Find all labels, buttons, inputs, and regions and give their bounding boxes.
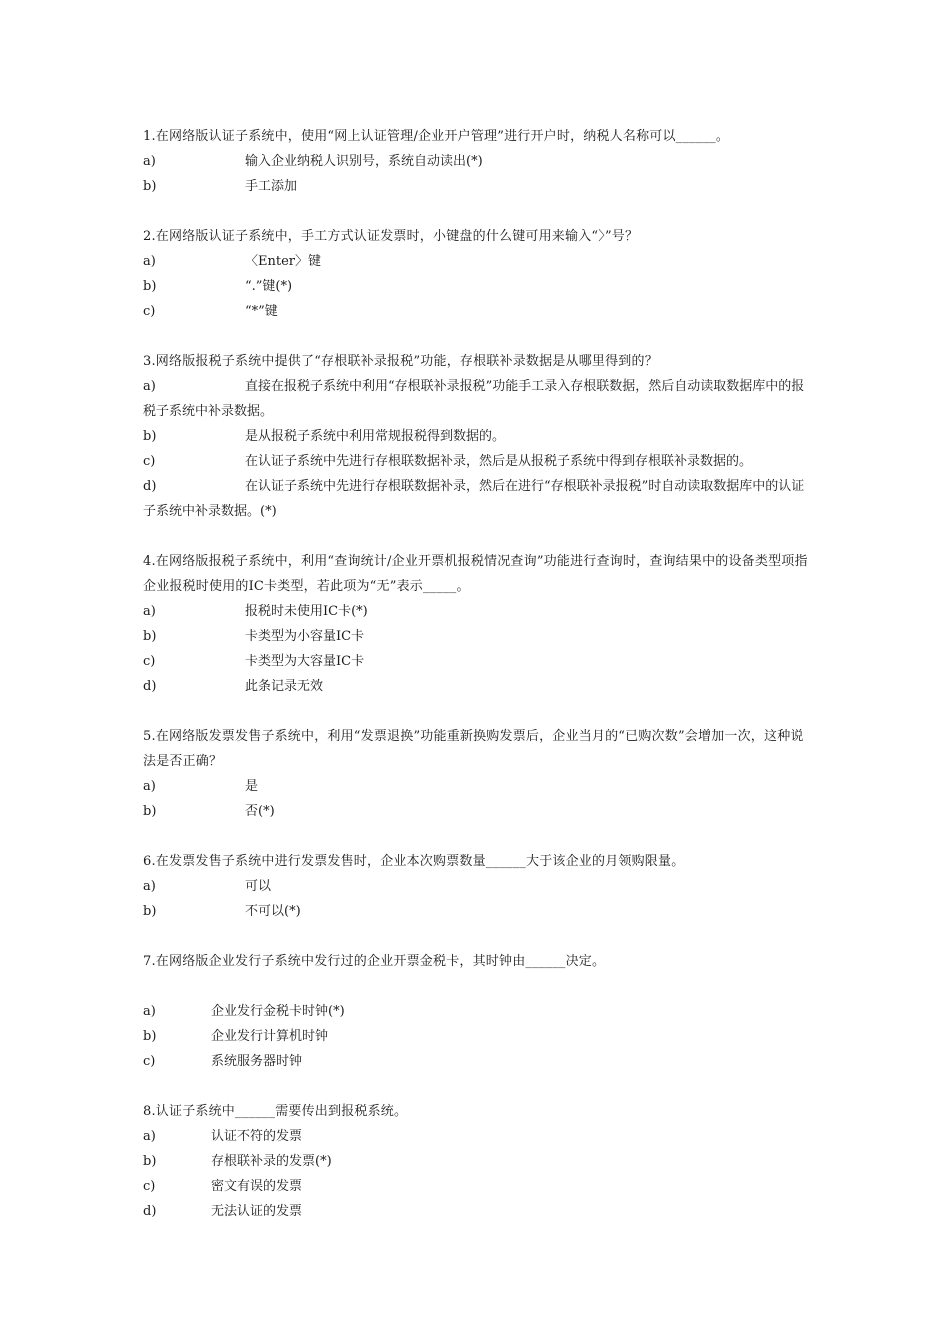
option-label: b) (143, 1029, 157, 1044)
option-text: 认证不符的发票 (211, 1129, 303, 1144)
option-a (143, 599, 815, 624)
question-text: 6.在发票发售子系统中进行发票发售时，企业本次购票数量______大于该企业的月领购限量。 (143, 854, 685, 869)
option-label: a) (143, 604, 156, 619)
option-a (143, 1124, 815, 1149)
question-3 (143, 349, 815, 524)
option-a (143, 774, 815, 799)
option-d (143, 474, 815, 524)
option-text: 可以 (245, 879, 272, 894)
option-c (143, 649, 815, 674)
question-text: 3.网络版报税子系统中提供了“存根联补录报税”功能，存根联补录数据是从哪里得到的？ (143, 354, 658, 369)
option-a (143, 249, 815, 274)
option-label: b) (143, 429, 157, 444)
option-a (143, 874, 815, 899)
option-label: b) (143, 904, 157, 919)
option-text: “.”键(*) (245, 279, 293, 294)
option-b (143, 424, 815, 449)
option-text: 手工添加 (245, 179, 298, 194)
question-6 (143, 849, 815, 924)
option-text: 无法认证的发票 (211, 1204, 303, 1219)
option-label: a) (143, 154, 156, 169)
option-label: c) (143, 654, 156, 669)
question-4 (143, 549, 815, 699)
question-text: 4.在网络版报税子系统中，利用“查询统计/企业开票机报税情况查询”功能进行查询时，查询结果中的设备类型项指企业报税时使用的IC卡类型，若此项为“无”表示_____。 (143, 554, 808, 594)
option-label: c) (143, 1054, 156, 1069)
option-text: 卡类型为大容量IC卡 (245, 654, 365, 669)
option-c (143, 449, 815, 474)
question-2 (143, 224, 815, 324)
option-c (143, 299, 815, 324)
option-label: a) (143, 879, 156, 894)
option-text: 系统服务器时钟 (211, 1054, 303, 1069)
option-b (143, 799, 815, 824)
option-text: 否(*) (245, 804, 275, 819)
option-label: b) (143, 1154, 157, 1169)
option-text: 输入企业纳税人识别号，系统自动读出(*) (245, 154, 483, 169)
option-text: 卡类型为小容量IC卡 (245, 629, 365, 644)
option-a (143, 999, 815, 1024)
option-text: 不可以(*) (245, 904, 301, 919)
question-7 (143, 949, 815, 1074)
option-label: a) (143, 1129, 156, 1144)
blank-line (143, 974, 815, 999)
option-b (143, 1024, 815, 1049)
question-1 (143, 124, 815, 199)
document-body (143, 124, 815, 1249)
option-text: 企业发行计算机时钟 (211, 1029, 329, 1044)
question-text: 5.在网络版发票发售子系统中，利用“发票退换”功能重新换购发票后，企业当月的“已购次数”会增加一次，这种说法是否正确？ (143, 729, 804, 769)
option-label: c) (143, 1179, 156, 1194)
option-b (143, 1149, 815, 1174)
question-text: 7.在网络版企业发行子系统中发行过的企业开票金税卡，其时钟由______决定。 (143, 954, 606, 969)
option-text: 是从报税子系统中利用常规报税得到数据的。 (245, 429, 506, 444)
option-label: d) (143, 1204, 157, 1219)
option-text: 报税时未使用IC卡(*) (245, 604, 368, 619)
option-b (143, 174, 815, 199)
question-text: 1.在网络版认证子系统中，使用“网上认证管理/企业开户管理”进行开户时，纳税人名称可以______。 (143, 129, 730, 144)
option-text: 〈Enter〉键 (245, 254, 321, 269)
option-text: 在认证子系统中先进行存根联数据补录，然后是从报税子系统中得到存根联补录数据的。 (245, 454, 753, 469)
option-text: 存根联补录的发票(*) (211, 1154, 332, 1169)
option-c (143, 1049, 815, 1074)
option-text: 此条记录无效 (245, 679, 324, 694)
option-d (143, 674, 815, 699)
option-label: b) (143, 629, 157, 644)
option-label: a) (143, 254, 156, 269)
option-text: 企业发行金税卡时钟(*) (211, 1004, 345, 1019)
option-b (143, 274, 815, 299)
option-b (143, 624, 815, 649)
option-label: b) (143, 279, 157, 294)
option-c (143, 1174, 815, 1199)
option-label: a) (143, 1004, 156, 1019)
option-label: a) (143, 779, 156, 794)
question-8 (143, 1099, 815, 1224)
option-label: d) (143, 679, 157, 694)
option-text: “*”键 (245, 304, 278, 319)
option-a (143, 374, 815, 424)
option-b (143, 899, 815, 924)
option-d (143, 1199, 815, 1224)
option-label: b) (143, 179, 157, 194)
question-5 (143, 724, 815, 824)
option-label: a) (143, 379, 156, 394)
option-label: d) (143, 479, 157, 494)
option-text: 是 (245, 779, 259, 794)
option-label: c) (143, 304, 156, 319)
question-text: 2.在网络版认证子系统中，手工方式认证发票时，小键盘的什么键可用来输入“〉”号？ (143, 229, 639, 244)
question-text: 8.认证子系统中______需要传出到报税系统。 (143, 1104, 408, 1119)
option-label: b) (143, 804, 157, 819)
option-text: 直接在报税子系统中利用“存根联补录报税”功能手工录入存根联数据，然后自动读取数据库中的报税子系统中补录数据。 (143, 379, 805, 419)
option-text: 密文有误的发票 (211, 1179, 303, 1194)
option-a (143, 149, 815, 174)
option-label: c) (143, 454, 156, 469)
option-text: 在认证子系统中先进行存根联数据补录，然后在进行“存根联补录报税”时自动读取数据库中的认证子系统中补录数据。(*) (143, 479, 805, 519)
